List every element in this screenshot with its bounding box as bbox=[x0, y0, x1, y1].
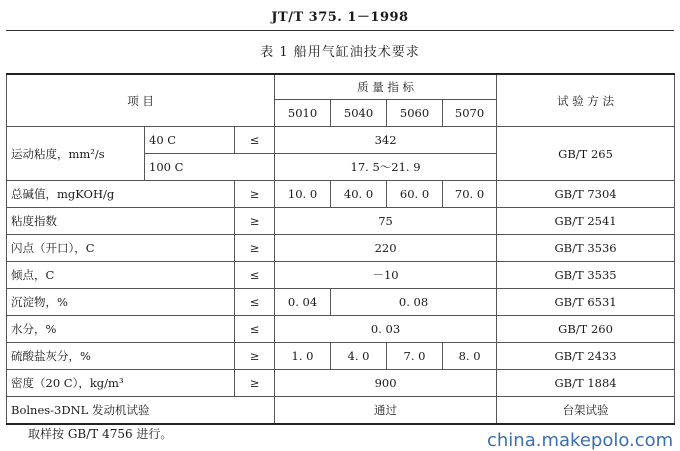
density-method: GB/T 1884 bbox=[497, 370, 675, 397]
flash-op: ≥ bbox=[235, 235, 275, 262]
pour-label: 倾点，C bbox=[7, 262, 235, 289]
viscosity-40-value: 342 bbox=[275, 127, 497, 154]
tbn-5070: 70. 0 bbox=[443, 181, 497, 208]
density-value: 900 bbox=[275, 370, 497, 397]
sediment-5010: 0. 04 bbox=[275, 289, 331, 316]
density-op: ≥ bbox=[235, 370, 275, 397]
tbn-label: 总碱值，mgKOH/g bbox=[7, 181, 235, 208]
water-op: ≤ bbox=[235, 316, 275, 343]
grade-5070: 5070 bbox=[443, 100, 497, 127]
water-label: 水分，% bbox=[7, 316, 235, 343]
footnote: 取样按 GB/T 4756 进行。 bbox=[28, 427, 173, 441]
engine-value: 通过 bbox=[275, 397, 497, 425]
ash-5060: 7. 0 bbox=[387, 343, 443, 370]
pour-value: －10 bbox=[275, 262, 497, 289]
header-rule bbox=[6, 30, 674, 31]
flash-value: 220 bbox=[275, 235, 497, 262]
tbn-5060: 60. 0 bbox=[387, 181, 443, 208]
viscosity-40-op: ≤ bbox=[235, 127, 275, 154]
density-label: 密度（20 C），kg/m³ bbox=[7, 370, 235, 397]
tbn-method: GB/T 7304 bbox=[497, 181, 675, 208]
pour-method: GB/T 3535 bbox=[497, 262, 675, 289]
ash-5040: 4. 0 bbox=[331, 343, 387, 370]
sediment-method: GB/T 6531 bbox=[497, 289, 675, 316]
watermark: china.makepolo.com bbox=[487, 430, 674, 451]
sediment-op: ≤ bbox=[235, 289, 275, 316]
spec-table bbox=[6, 73, 675, 425]
vi-value: 75 bbox=[275, 208, 497, 235]
engine-label: Bolnes-3DNL 发动机试验 bbox=[7, 397, 275, 425]
ash-label: 硫酸盐灰分，% bbox=[7, 343, 235, 370]
vi-method: GB/T 2541 bbox=[497, 208, 675, 235]
pour-op: ≤ bbox=[235, 262, 275, 289]
viscosity-40-temp: 40 C bbox=[145, 127, 235, 154]
grade-5040: 5040 bbox=[331, 100, 387, 127]
vi-label: 粘度指数 bbox=[7, 208, 235, 235]
viscosity-method: GB/T 265 bbox=[497, 127, 675, 181]
flash-label: 闪点（开口），C bbox=[7, 235, 235, 262]
ash-method: GB/T 2433 bbox=[497, 343, 675, 370]
flash-method: GB/T 3536 bbox=[497, 235, 675, 262]
vi-op: ≥ bbox=[235, 208, 275, 235]
sediment-label: 沉淀物，% bbox=[7, 289, 235, 316]
tbn-5010: 10. 0 bbox=[275, 181, 331, 208]
quality-header: 质 量 指 标 bbox=[275, 74, 497, 100]
viscosity-100-value: 17. 5～21. 9 bbox=[275, 154, 497, 181]
item-header: 项 目 bbox=[7, 74, 275, 127]
viscosity-label: 运动粘度，mm²/s bbox=[7, 127, 145, 181]
grade-5010: 5010 bbox=[275, 100, 331, 127]
water-value: 0. 03 bbox=[275, 316, 497, 343]
sediment-others: 0. 08 bbox=[331, 289, 497, 316]
ash-5010: 1. 0 bbox=[275, 343, 331, 370]
engine-method: 台架试验 bbox=[497, 397, 675, 425]
ash-5070: 8. 0 bbox=[443, 343, 497, 370]
tbn-op: ≥ bbox=[235, 181, 275, 208]
water-method: GB/T 260 bbox=[497, 316, 675, 343]
method-header: 试 验 方 法 bbox=[497, 74, 675, 127]
tbn-5040: 40. 0 bbox=[331, 181, 387, 208]
viscosity-100-temp: 100 C bbox=[145, 154, 275, 181]
table-title: 表 1 船用气缸油技术要求 bbox=[260, 45, 420, 60]
document-header: JT/T 375. 1－1998 bbox=[271, 10, 409, 25]
ash-op: ≥ bbox=[235, 343, 275, 370]
grade-5060: 5060 bbox=[387, 100, 443, 127]
